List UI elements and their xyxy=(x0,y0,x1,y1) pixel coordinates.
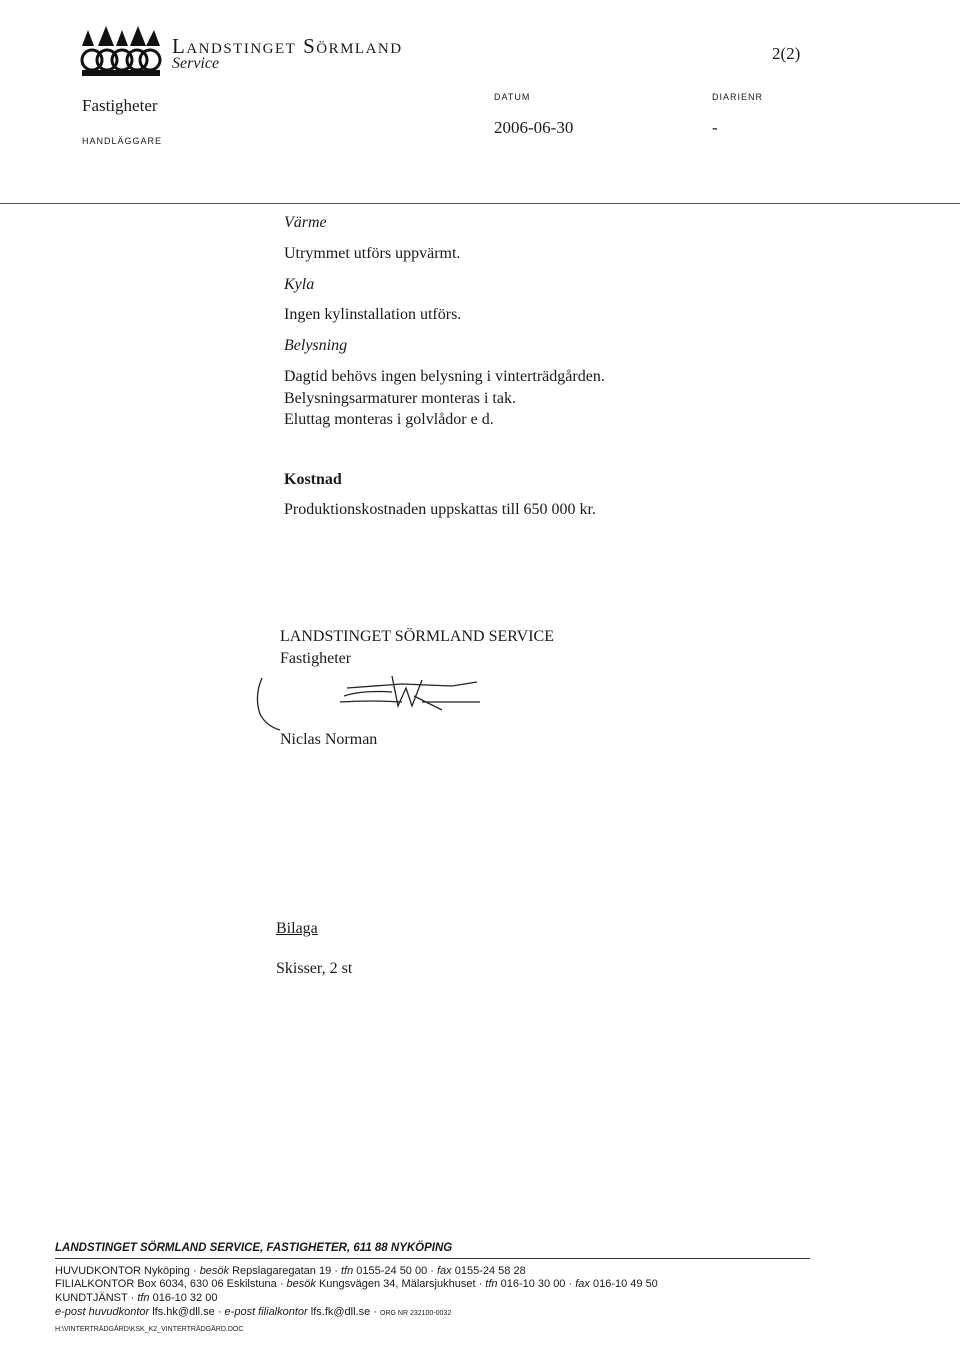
header-divider xyxy=(0,203,960,204)
fk-fax: 016-10 49 50 xyxy=(592,1278,658,1290)
org-number: ORG NR 232100-0032 xyxy=(380,1310,452,1317)
varme-heading: Värme xyxy=(284,214,327,231)
kostnad-text: Produktionskostnaden uppskattas till 650 000 kr. xyxy=(284,501,596,518)
diarienr-label: DIARIENR xyxy=(712,92,764,102)
kt-tfn-label: tfn xyxy=(137,1292,150,1304)
crown-logo-icon xyxy=(78,24,162,80)
hk-tfn: 0155-24 50 00 xyxy=(356,1265,428,1277)
varme-text: Utrymmet utförs uppvärmt. xyxy=(284,245,461,262)
diarienr-value: - xyxy=(712,118,718,137)
kyla-heading: Kyla xyxy=(284,276,315,293)
handlaggare-label: HANDLÄGGARE xyxy=(82,136,163,146)
belysning-line: Dagtid behövs ingen belysning i vinterträdgården. xyxy=(284,368,605,385)
hk-fax: 0155-24 58 28 xyxy=(454,1265,526,1277)
footer-kundtjanst: KUNDTJÄNST · tfn 016-10 32 00 xyxy=(55,1292,218,1304)
email-fk-label: e-post filialkontor xyxy=(224,1306,308,1318)
hk-fax-label: fax xyxy=(437,1265,452,1277)
belysning-heading: Belysning xyxy=(284,337,348,354)
fk-address: Kungsvägen 34, Mälarsjukhuset xyxy=(318,1278,476,1290)
signer-name: Niclas Norman xyxy=(280,731,378,748)
fk-tfn: 016-10 30 00 xyxy=(500,1278,566,1290)
bilaga-text: Skisser, 2 st xyxy=(276,960,353,977)
footer-divider xyxy=(55,1258,810,1259)
hk-besok-label: besök xyxy=(199,1265,230,1277)
email-hk: lfs.hk@dll.se xyxy=(152,1306,215,1318)
page-number: 2(2) xyxy=(772,44,801,63)
kt-label: KUNDTJÄNST xyxy=(55,1292,128,1304)
email-hk-label: e-post huvudkontor xyxy=(55,1306,150,1318)
fk-box: Box 6034, 630 06 Eskilstuna xyxy=(137,1278,277,1290)
footer-huvudkontor: HUVUDKONTOR Nyköping · besök Repslagaregatan 19 · tfn 0155-24 50 00 · fax 0155-24 58 28 xyxy=(55,1265,526,1277)
fk-besok-label: besök xyxy=(286,1278,316,1290)
fk-tfn-label: tfn xyxy=(485,1278,498,1290)
footer-filialkontor: FILIALKONTOR Box 6034, 630 06 Eskilstuna · besök Kungsvägen 34, Mälarsjukhuset · tfn 016-10 30 00 · fax 016-10 49 50 xyxy=(55,1278,658,1290)
belysning-line: Belysningsarmaturer monteras i tak. xyxy=(284,390,516,407)
file-path: H:\VINTERTRÄDGÅRD\KSK_K2_VINTERTRÄDGÅRD.DOC xyxy=(55,1326,244,1333)
department: Fastigheter xyxy=(82,96,158,115)
email-fk: lfs.fk@dll.se xyxy=(310,1306,371,1318)
hk-city: Nyköping xyxy=(144,1265,190,1277)
signature-block xyxy=(280,626,554,670)
belysning-line: Eluttag monteras i golvlådor e d. xyxy=(284,411,494,428)
signature-org: LANDSTINGET SÖRMLAND SERVICE xyxy=(280,628,554,645)
hk-label: HUVUDKONTOR xyxy=(55,1265,141,1277)
org-name: Landstinget Sörmland xyxy=(172,34,403,58)
signature-dept: Fastigheter xyxy=(280,650,352,667)
datum-value: 2006-06-30 xyxy=(494,118,574,137)
fk-label: FILIALKONTOR xyxy=(55,1278,135,1290)
org-subtitle: Service xyxy=(172,55,220,72)
kostnad-heading: Kostnad xyxy=(284,471,342,488)
footer-email: e-post huvudkontor lfs.hk@dll.se · e-post filialkontor lfs.fk@dll.se · ORG NR 232100-0032 xyxy=(55,1306,452,1318)
hk-tfn-label: tfn xyxy=(340,1265,354,1277)
fk-fax-label: fax xyxy=(575,1278,590,1290)
datum-label: DATUM xyxy=(494,92,531,102)
kyla-text: Ingen kylinstallation utförs. xyxy=(284,306,462,323)
footer-title: LANDSTINGET SÖRMLAND SERVICE, FASTIGHETER, 611 88 NYKÖPING xyxy=(55,1242,453,1254)
hk-address: Repslagaregatan 19 xyxy=(232,1265,332,1277)
bilaga-label: Bilaga xyxy=(276,920,318,937)
kt-tfn: 016-10 32 00 xyxy=(152,1292,218,1304)
